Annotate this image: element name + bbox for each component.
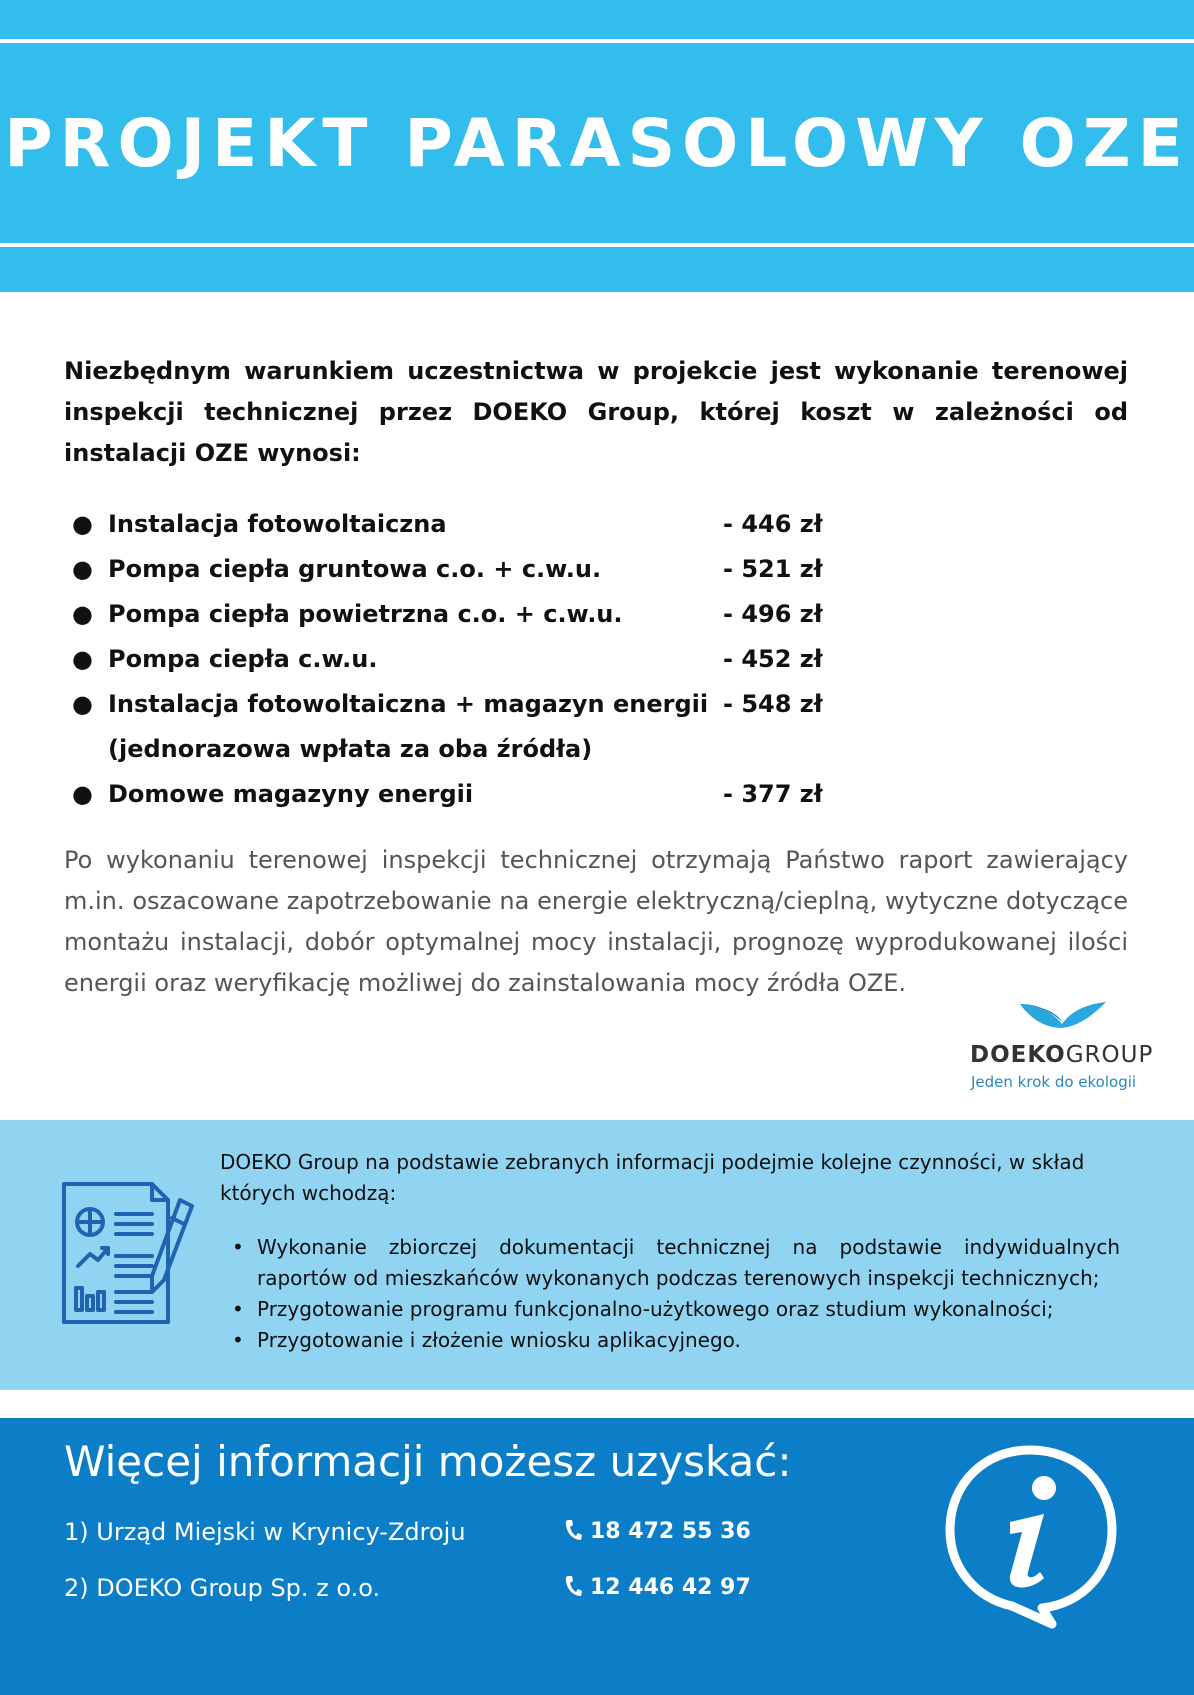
bullet: ● [72, 690, 93, 718]
cost-price: - 452 zł [723, 645, 823, 673]
logo-brand: DOEKOGROUP [970, 1042, 1154, 1068]
doeko-logo-mark [1018, 1000, 1108, 1032]
cost-price: - 548 zł [723, 690, 823, 718]
info-item: • Wykonanie zbiorczej dokumentacji technicznej na podstawie indywidualnych raportów od mieszkańców wykonanych podczas terenowych inspekcji technicznych; [220, 1232, 1120, 1294]
logo-tagline: Jeden krok do ekologii [971, 1073, 1137, 1091]
document-chart-icon [60, 1180, 200, 1330]
cost-item [72, 592, 872, 637]
cost-note: (jednorazowa wpłata za oba źródła) [108, 735, 593, 763]
info-item: • Przygotowanie i złożenie wniosku aplikacyjnego. [220, 1325, 1120, 1356]
cost-label: Pompa ciepła gruntowa c.o. + c.w.u. [108, 555, 602, 583]
bullet: ● [72, 555, 93, 583]
info-bubble-icon [940, 1440, 1120, 1630]
header-banner [0, 0, 1194, 292]
report-paragraph: Po wykonaniu terenowej inspekcji technicznej otrzymają Państwo raport zawierający m.in. oszacowane zapotrzebowanie na energie elektryczną/cieplną, wytyczne dotyczące montażu instalacji, dobór optymalnej mocy instalacji, prognozę wyprodukowanej ilości energii oraz weryfikację możliwej do zainstalowania mocy źródła OZE. [64, 846, 1128, 997]
contact-phone[interactable]: 12 446 42 97 [562, 1570, 751, 1606]
phone-icon [562, 1575, 584, 1597]
phone-icon [562, 1519, 584, 1541]
bullet: ● [72, 645, 93, 673]
cost-label: Instalacja fotowoltaiczna [108, 510, 447, 538]
cost-list [72, 502, 872, 817]
bullet: ● [72, 510, 93, 538]
cost-label: Pompa ciepła c.w.u. [108, 645, 378, 673]
info-list [220, 1232, 1120, 1356]
bullet: ● [72, 600, 93, 628]
cost-item [72, 547, 872, 592]
cost-price: - 521 zł [723, 555, 823, 583]
doeko-logo [960, 1000, 1160, 1095]
cost-price: - 377 zł [723, 780, 823, 808]
contact-phone[interactable]: 18 472 55 36 [562, 1514, 751, 1550]
header-line-top [0, 39, 1194, 43]
cost-label: Instalacja fotowoltaiczna + magazyn energii [108, 690, 709, 718]
page-title: PROJEKT PARASOLOWY OZE [4, 105, 1190, 182]
cost-item [72, 502, 872, 547]
intro-paragraph: Niezbędnym warunkiem uczestnictwa w projekcie jest wykonanie terenowej inspekcji technicznej przez DOEKO Group, której koszt w zależności od instalacji OZE wynosi: [64, 357, 1128, 467]
contact-title: Więcej informacji możesz uzyskać: [64, 1437, 792, 1486]
info-lead: DOEKO Group na podstawie zebranych informacji podejmie kolejne czynności, w skład których wchodzą: [220, 1150, 1085, 1205]
cost-item [72, 772, 872, 817]
cost-price: - 496 zł [723, 600, 823, 628]
header-line-bottom [0, 243, 1194, 247]
bullet: ● [72, 780, 93, 808]
info-item: • Przygotowanie programu funkcjonalno-użytkowego oraz studium wykonalności; [220, 1294, 1120, 1325]
cost-price: - 446 zł [723, 510, 823, 538]
cost-item [72, 637, 872, 682]
contact-name: 2) DOEKO Group Sp. z o.o. [64, 1574, 381, 1602]
contact-name: 1) Urząd Miejski w Krynicy-Zdroju [64, 1518, 466, 1546]
cost-item [72, 682, 872, 727]
cost-label: Domowe magazyny energii [108, 780, 474, 808]
cost-label: Pompa ciepła powietrzna c.o. + c.w.u. [108, 600, 623, 628]
